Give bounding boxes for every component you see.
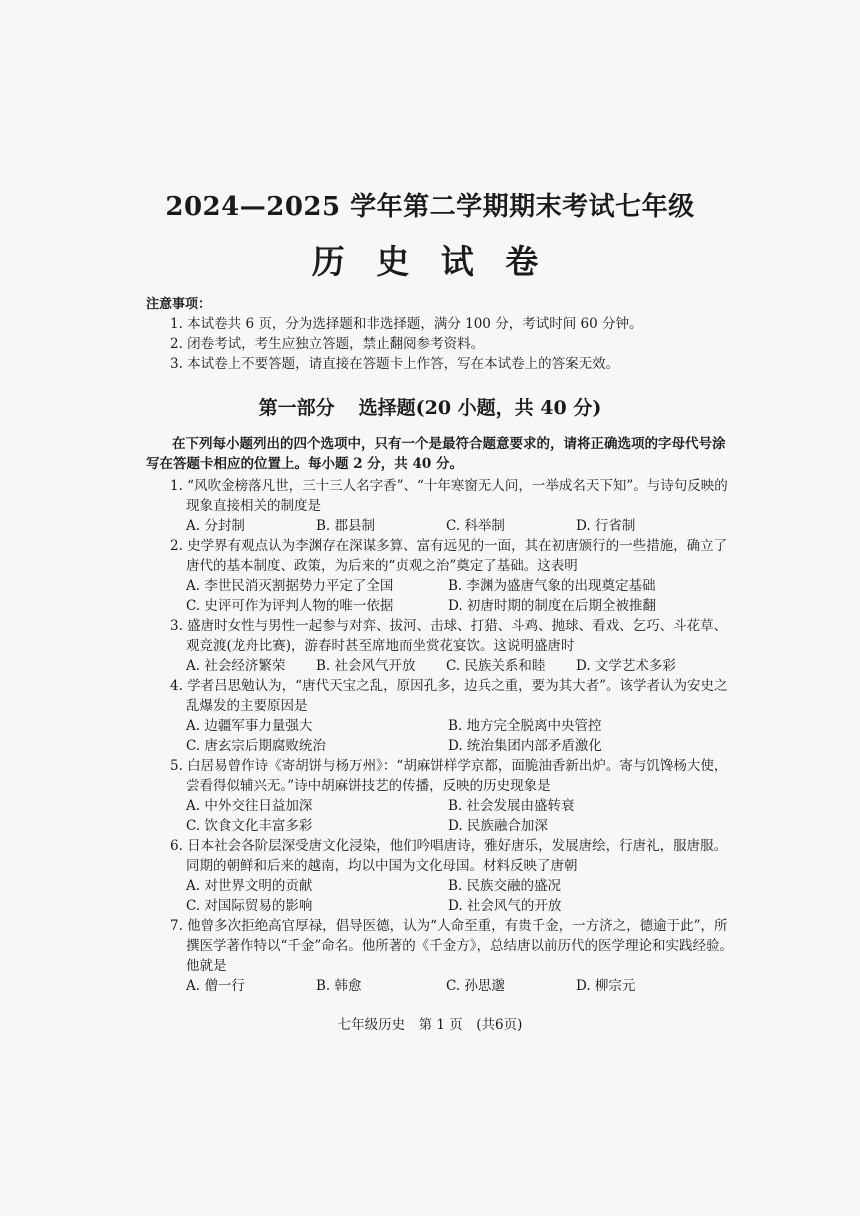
option-c: C. 孙思邈 [446,978,505,994]
option-d: D. 社会风气的开放 [448,898,562,914]
note-item: 1. 本试卷共 6 页，分为选择题和非选择题，满分 100 分，考试时间 60 分钟。 [170,316,643,332]
note-item: 3. 本试卷上不要答题，请直接在答题卡上作答，写在本试卷上的答案无效。 [170,356,620,372]
question-4 [170,676,734,756]
question-options [170,576,734,616]
question-options [170,796,734,836]
question-1 [170,476,734,536]
question-7 [170,916,734,996]
option-a: A. 边疆军事力量强大 [186,718,313,734]
section-heading [0,393,860,420]
question-3 [170,616,734,676]
exam-title: 2024—2025 学年第二学期期末考试七年级 [165,192,695,222]
option-b: B. 社会风气开放 [316,658,416,674]
question-stem: 1. “风吹金榜落凡世，三十三人名字香”、“十年寒窗无人问，一举成名天下知”。与诗句反映的现象直接相关的制度是 [170,478,728,514]
option-d: D. 民族融合加深 [448,818,548,834]
question-stem: 5. 白居易曾作诗《寄胡饼与杨万州》：“胡麻饼样学京都，面脆油香新出炉。寄与饥馋杨大使，尝看得似辅兴无。”诗中胡麻饼技艺的传播，反映的历史现象是 [170,758,728,794]
page-footer: 七年级历史 第 1 页 (共6页) [337,1017,523,1033]
option-a: A. 分封制 [186,518,245,534]
question-stem: 7. 他曾多次拒绝高官厚禄，倡导医德，认为“人命至重，有贵千金，一方济之，德逾于此”，所撰医学著作特以“千金”命名。他所著的《千金方》，总结唐以前历代的医学理论和实践经验。他就是 [170,918,734,974]
question-options [170,656,734,676]
option-c: C. 饮食文化丰富多彩 [186,818,313,834]
question-options [170,876,734,916]
question-options [170,516,734,536]
option-b: B. 社会发展由盛转衰 [448,798,575,814]
option-a: A. 中外交往日益加深 [186,798,313,814]
question-stem: 4. 学者吕思勉认为，“唐代天宝之乱，原因孔多，边兵之重，要为其大者”。该学者认为安史之乱爆发的主要原因是 [170,678,728,714]
section-name: 选择题(20 小题，共 40 分) [358,397,602,419]
section-part: 第一部分 [258,397,335,419]
section-instructions: 在下列每小题列出的四个选项中，只有一个是最符合题意要求的，请将正确选项的字母代号涂写在答题卡相应的位置上。每小题 2 分，共 40 分。 [146,436,726,472]
question-options [170,716,734,756]
question-5 [170,756,734,836]
option-a: A. 对世界文明的贡献 [186,878,313,894]
option-d: D. 统治集团内部矛盾激化 [448,738,602,754]
notes-list [170,314,642,374]
question-stem: 3. 盛唐时女性与男性一起参与对弈、拔河、击球、打猎、斗鸡、抛球、看戏、乞巧、斗花草、观竞渡(龙舟比赛)，游春时甚至席地而坐赏花宴饮。这说明盛唐时 [170,618,728,654]
option-b: B. 民族交融的盛况 [448,878,562,894]
option-b: B. 李渊为盛唐气象的出现奠定基础 [448,578,656,594]
question-2 [170,536,734,616]
option-b: B. 韩愈 [316,978,362,994]
option-c: C. 对国际贸易的影响 [186,898,313,914]
option-c: C. 科举制 [446,518,505,534]
option-b: B. 郡县制 [316,518,376,534]
option-c: C. 唐玄宗后期腐败统治 [186,738,326,754]
option-b: B. 地方完全脱离中央管控 [448,718,602,734]
option-a: A. 李世民消灭割据势力平定了全国 [186,578,394,594]
question-6 [170,836,734,916]
option-d: D. 初唐时期的制度在后期全被推翻 [448,598,656,614]
option-a: A. 社会经济繁荣 [186,658,286,674]
option-c: C. 史评可作为评判人物的唯一依据 [186,598,394,614]
option-c: C. 民族关系和睦 [446,658,546,674]
option-a: A. 僧一行 [186,978,245,994]
option-d: D. 行省制 [576,518,636,534]
question-options [170,976,734,996]
question-stem: 6. 日本社会各阶层深受唐文化浸染，他们吟唱唐诗，雅好唐乐，发展唐绘，行唐礼，服唐服。同期的朝鲜和后来的越南，均以中国为文化母国。材料反映了唐朝 [170,838,728,874]
question-stem: 2. 史学界有观点认为李渊存在深谋多算、富有远见的一面，其在初唐颁行的一些措施，确立了唐代的基本制度、政策，为后来的“贞观之治”奠定了基础。这表明 [170,538,728,574]
option-d: D. 柳宗元 [576,978,636,994]
note-item: 2. 闭卷考试，考生应独立答题，禁止翻阅参考资料。 [170,336,485,352]
exam-subtitle: 历 史 试 卷 [311,242,549,281]
notes-heading: 注意事项： [146,297,212,312]
question-list [170,476,734,996]
option-d: D. 文学艺术多彩 [576,658,676,674]
